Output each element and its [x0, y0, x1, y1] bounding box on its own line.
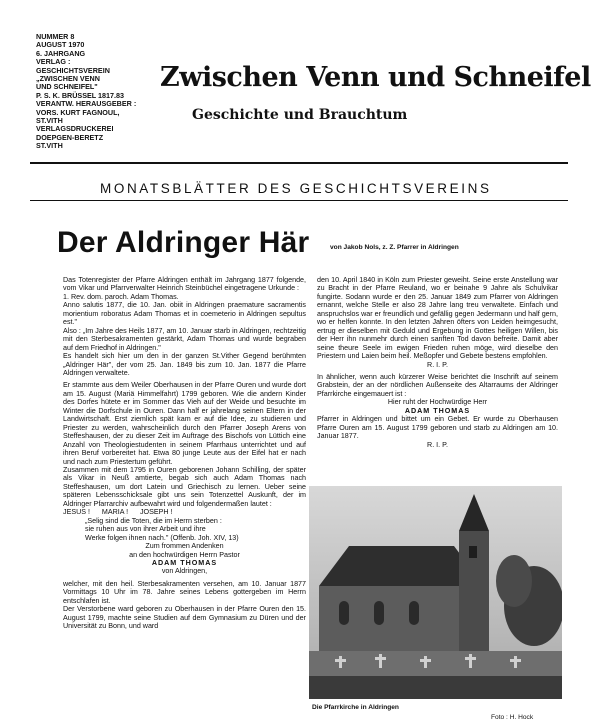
- paragraph: Er stammte aus dem Weiler Oberhausen in der Pfarre Ouren und wurde dort am 15. August (Mariä Himmelfahrt) 1799 geboren. Wie die andern Kinder des Dorfes hütete er im Sommer das Vieh auf der Weide und besuchte im Winter die Dorfschule in Ouren. Dann half er jahrelang seinen Eltern in der Landwirtschaft. Erst ziemlich spät kam er auf die Idee, zu studieren und Priester zu werden, wahrscheinlich durch den Pfarrer Joseph Arens von Steffeshausen, der zu dieser Zeit im Auftrage des Bischofs von Lüttich eine Anzahl von Theologiestudenten in seinem Pfarrhaus unterrichtet und auf ihren Beruf vorbereitet hat. Etwa 80 junge Leute aus der Eifel hat er nach und nach zum Priestertum geführt.: [63, 381, 306, 466]
- photo-caption: Die Pfarrkirche in Aldringen: [312, 704, 399, 711]
- meta-line: DOEPGEN-BERETZ: [36, 132, 104, 142]
- paragraph: welcher, mit den heil. Sterbesakramenten versehen, am 10. Januar 1877 Vormittags 10 Uhr im 78. Jahre seines Lebens gottergeben im Herrn entschlafen ist.: [63, 579, 306, 605]
- left-column: [63, 276, 306, 631]
- meta-line: GESCHICHTSVEREIN: [36, 65, 110, 75]
- divider: [30, 162, 568, 164]
- quote-line: Werke folgen ihnen nach." (Offenb. Joh. XIV, 13): [85, 533, 239, 542]
- masthead-title: Zwischen Venn und Schneifel: [160, 62, 591, 93]
- quote-line: „Selig sind die Toten, die im Herrn sterben :: [85, 516, 222, 525]
- paragraph: Also : „Im Jahre des Heils 1877, am 10. Januar starb in Aldringen, rechtzeitig mit den Sterbesakramenten gestärkt, Adam Thomas und wurde begraben auf dem Friedhof in Aldringen.": [63, 326, 306, 352]
- publication-meta: [36, 33, 166, 151]
- meta-line: P. S. K. BRÜSSEL 1817.83: [36, 90, 125, 100]
- photo-credit: Foto : H. Hock: [491, 714, 534, 721]
- memorial-line: an den hochwürdigen Herrn Pastor: [129, 550, 240, 559]
- divider: [30, 200, 568, 201]
- church-illustration: [309, 486, 562, 699]
- meta-line: 6. JAHRGANG: [36, 48, 86, 58]
- meta-line: NUMMER 8: [36, 32, 75, 41]
- meta-line: AUGUST 1970: [36, 40, 85, 50]
- article-headline: Der Aldringer Här: [57, 226, 310, 259]
- rip-line: R. I. P.: [427, 360, 448, 369]
- article-byline: von Jakob Nols, z. Z. Pfarrer in Aldringen: [330, 244, 459, 251]
- meta-line: ST.VITH: [36, 141, 63, 151]
- inscription-line: Hier ruht der Hochwürdige Herr: [387, 398, 488, 407]
- meta-line: „ZWISCHEN VENN: [36, 74, 100, 84]
- prayer-line: JESUS ! MARIA ! JOSEPH !: [63, 508, 173, 517]
- meta-line: ST.VITH: [36, 116, 63, 126]
- tagline: MONATSBLÄTTER DES GESCHICHTSVEREINS: [100, 181, 492, 196]
- meta-line: VERANTW. HERAUSGEBER :: [36, 99, 137, 109]
- rip-line: R. I. P.: [427, 440, 448, 449]
- meta-line: UND SCHNEIFEL": [36, 82, 98, 92]
- memorial-line: Zum frommen Andenken: [145, 542, 224, 551]
- masthead-subtitle: Geschichte und Brauchtum: [192, 107, 408, 123]
- quote-line: sie ruhen aus von ihrer Arbeit und ihre: [85, 525, 206, 534]
- memorial-line: von Aldringen,: [161, 567, 208, 576]
- right-column: [317, 276, 558, 449]
- paragraph: In ähnlicher, wenn auch kürzerer Weise berichtet die Inschrift auf seinem Grabstein, der an der nördlichen Außenseite des Altarraums der Aldringer Pfarrkirche eingemauert ist :: [317, 372, 558, 398]
- inscription-name: ADAM THOMAS: [404, 406, 471, 415]
- paragraph: Anno salutis 1877, die 10. Jan. obiit in Aldringen praemature sacramentis morientium roboratus Adam Thomas et in coemeterio in Aldringen sepultus est.": [63, 301, 306, 327]
- church-photo: [309, 486, 562, 699]
- memorial-name: ADAM THOMAS: [151, 558, 218, 567]
- paragraph: Zusammen mit dem 1795 in Ouren geborenen Johann Schilling, der später als Vikar in Neuß amtierte, begab sich auch Adam Thomas nach Steffeshausen, um dort Latein und Griechisch zu lernen. Ueber seine späteren Lebensschicksale gibt uns sein Totenzettel Auskunft, der im Aldringer Pfarrarchiv aufbewahrt wird und folgendermaßen lautet :: [63, 465, 306, 508]
- paragraph: Das Totenregister der Pfarre Aldringen enthält im Jahrgang 1877 folgende, vom Vikar und Pfarrverwalter Heinrich Steinbüchel eingetragene Urkunde :: [63, 276, 306, 293]
- paragraph: den 10. April 1840 in Köln zum Priester geweiht. Seine erste Anstellung war zu Bracht in der Pfarre Reuland, wo er beinahe 9 Jahre als Schulvikar fungirte. Sodann wurde er den 25. Januar 1849 zum Pfarrer von Aldringen ernannt, welche Stelle er also 28 Jahre lang treu verwaltete. Einfach und anspruchslos war er freundlich und gefällig gegen Jedermann und half gern, wo er helfen konnte. In den letzten Jahren öfters von Leiden heimgesucht, ertrug er dieselben mit Geduld und Ergebung in Gottes heiligen Willen, bis der Herr ihn nunmehr durch einen sanften Tod davon befreite. Damit aber seine theure Seele im ewigen Frieden ruhen möge, wird dieselbe den Priestern und Laien beim heil. Meßopfer und Gebete bestens empfohlen.: [317, 276, 558, 361]
- inscription-text: Pfarrer in Aldringen und bittet um ein Gebet. Er wurde zu Oberhausen Pfarre Ouren am 15. August 1799 geboren und starb zu Aldringen am 10. Januar 1877.: [317, 415, 558, 441]
- meta-line: VORS. KURT FAGNOUL,: [36, 107, 120, 117]
- paragraph: Der Verstorbene ward geboren zu Oberhausen in der Pfarre Ouren den 15. August 1799, machte seine Studien auf dem Gymnasium zu Düren und der Universität zu Bonn, und ward: [63, 605, 306, 631]
- paragraph: Es handelt sich hier um den in der ganzen St.Vither Gegend berühmten „Aldringer Här", der vom 25. Jan. 1849 bis zum 10. Jan. 1877 die Pfarre Aldringen verwaltete.: [63, 352, 306, 377]
- paragraph: 1. Rev. dom. paroch. Adam Thomas.: [63, 292, 179, 301]
- meta-line: VERLAGSDRUCKEREI: [36, 124, 114, 134]
- meta-line: VERLAG :: [36, 57, 71, 67]
